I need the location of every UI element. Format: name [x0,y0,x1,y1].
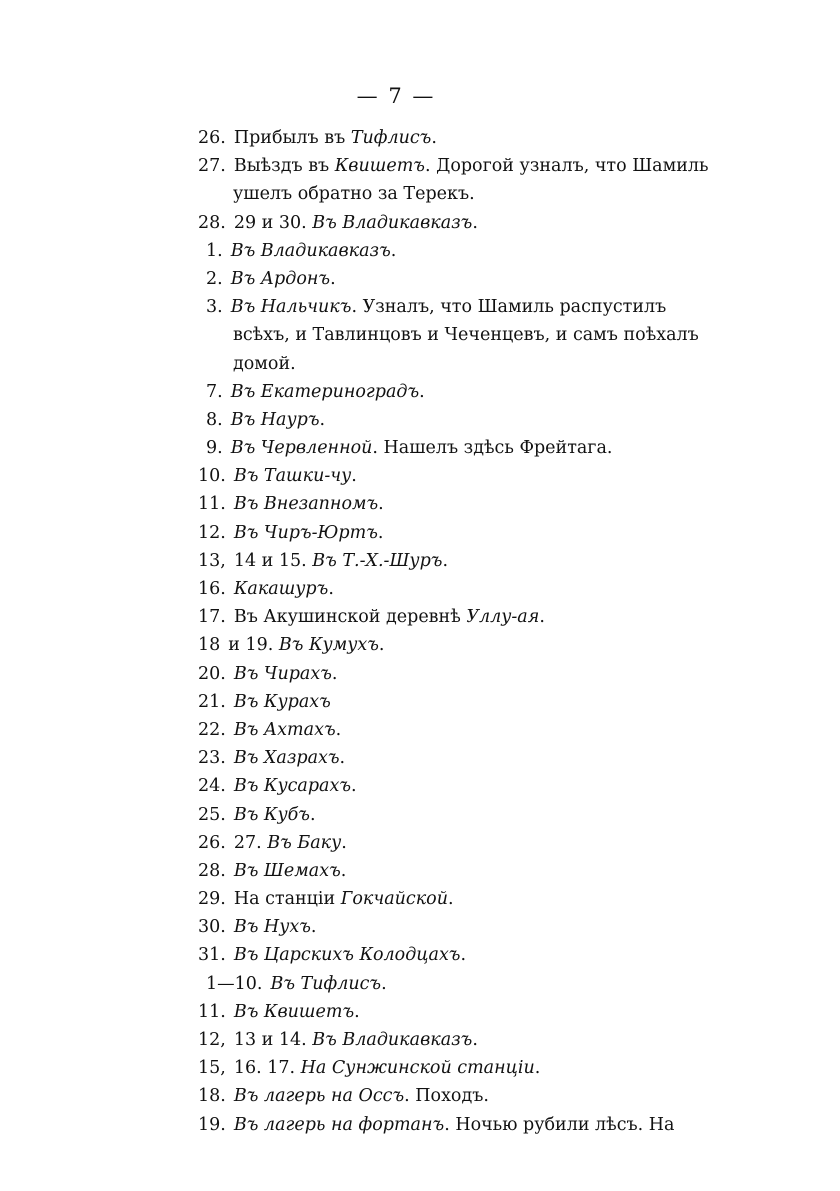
entry-text: Въ Квишетъ. [233,1001,360,1022]
list-item [198,519,698,547]
list-item [198,237,698,265]
entry-text: Выѣздъ въ Квишетъ. Дорогой узналъ, что Шамиль [233,156,709,177]
entry-text: Въ Внезапномъ. [233,494,384,515]
list-item [198,744,698,772]
entry-text: Въ Червленной. Нашелъ здѣсь Фрейтага. [230,438,613,459]
entry-text: Въ Екатериноградъ. [230,381,425,402]
list-item [198,124,698,152]
list-item [198,998,698,1026]
entry-text: и 19. Въ Кумухъ. [228,635,385,656]
entry-text: Въ лагерь на фортанъ. Ночью рубили лѣсъ. На [233,1114,675,1135]
list-item [198,575,698,603]
entry-number: 9. [206,438,223,459]
entry-text: Въ Курахъ [233,691,331,712]
entry-text: Въ Нухъ. [233,917,317,938]
list-item [198,829,698,857]
list-item [198,631,698,659]
list-item [198,1054,698,1082]
entry-text: Въ Акушинской деревнѣ Уллу-ая. [233,607,545,628]
entry-text-continuation: всѣхъ, и Тавлинцовъ и Чеченцевъ, и самъ поѣхалъ [233,325,699,346]
entry-text: Въ Владикавказъ. [230,240,397,261]
entry-number: 1—10. [206,973,263,994]
list-item [198,1111,698,1139]
list-item [198,716,698,744]
list-item [198,490,698,518]
entry-number: 24. [198,776,226,797]
entry-text: 13 и 14. Въ Владикавказъ. [233,1030,478,1051]
entry-text: 14 и 15. Въ Т.-Х.-Шуръ. [233,550,449,571]
entry-text: Въ Науръ. [230,409,326,430]
entry-text-continuation: ушелъ обратно за Терекъ. [233,184,475,205]
entry-number: 22. [198,719,226,740]
list-item [198,209,698,237]
entry-text: Прибылъ въ Тифлисъ. [233,128,437,148]
entry-text: Въ Чирахъ. [233,663,338,684]
page-number: — 7 — [356,84,436,108]
entry-number: 13, [198,550,226,571]
entry-number: 11. [198,1001,226,1022]
list-item [198,941,698,969]
entry-number: 3. [206,297,223,318]
list-item [198,660,698,688]
list-item [198,462,698,490]
list-item [198,293,698,378]
list-item [198,913,698,941]
entry-number: 29. [198,889,226,910]
entry-number: 19. [198,1114,226,1135]
entry-number: 28. [198,212,226,233]
entry-text: Въ Царскихъ Колодцахъ. [233,945,467,966]
entry-text: Въ Ардонъ. [230,268,336,289]
list-item [198,688,698,716]
entry-text: Какашуръ. [233,579,334,600]
entry-text: Въ Шемахъ. [233,860,347,881]
list-item [198,801,698,829]
entry-number: 23. [198,748,226,769]
entry-number: 31. [198,945,226,966]
entry-text: Въ Нальчикъ. Узналъ, что Шамиль распустилъ [230,297,667,318]
list-item [198,152,709,208]
entry-number: 25. [198,804,226,825]
list-item [198,772,698,800]
entry-number: 1. [206,240,223,261]
entry-number: 12. [198,522,226,543]
entry-number: 16. [198,579,226,600]
entry-number: 8. [206,409,223,430]
entry-number: 15, [198,1058,226,1079]
entry-number: 17. [198,607,226,628]
list-item [198,970,698,998]
list-item [198,885,698,913]
list-item [198,1026,698,1054]
list-item [198,265,698,293]
entry-text: Въ Ташки-чу. [233,466,357,487]
entry-number: 26. [198,832,226,853]
entry-text: Въ лагерь на Оссъ. Походъ. [233,1086,489,1107]
entry-number: 10. [198,466,226,487]
entry-text: 27. Въ Баку. [233,832,347,853]
list-item [198,378,698,406]
entry-text: Въ Ахтахъ. [233,719,342,740]
entry-number: 30. [198,917,226,938]
entry-number: 12, [198,1030,226,1051]
entry-number: 11. [198,494,226,515]
entry-text: Въ Хазрахъ. [233,748,346,769]
entry-number: 7. [206,381,223,402]
entry-text: Въ Кусарахъ. [233,776,357,797]
entry-number: 20. [198,663,226,684]
list-item [198,857,698,885]
entry-number: 18 [198,635,221,656]
entry-number: 27. [198,156,226,177]
entry-text-continuation: домой. [233,353,296,374]
entry-number: 26. [198,128,226,148]
list-item [198,603,698,631]
diary-entries [198,124,709,1139]
entry-text: Въ Чиръ-Юртъ. [233,522,384,543]
entry-text: Въ Кубъ. [233,804,316,825]
entry-number: 2. [206,268,223,289]
entry-text: 29 и 30. Въ Владикавказъ. [233,212,478,233]
entry-text: На станціи Гокчайской. [233,889,454,910]
entry-number: 21. [198,691,226,712]
entry-number: 28. [198,860,226,881]
list-item [198,406,698,434]
entry-text: 16. 17. На Сунжинской станціи. [233,1058,541,1079]
entry-text: Въ Тифлисъ. [270,973,387,994]
list-item [198,1082,698,1110]
entry-number: 18. [198,1086,226,1107]
list-item [198,547,698,575]
list-item [198,434,698,462]
